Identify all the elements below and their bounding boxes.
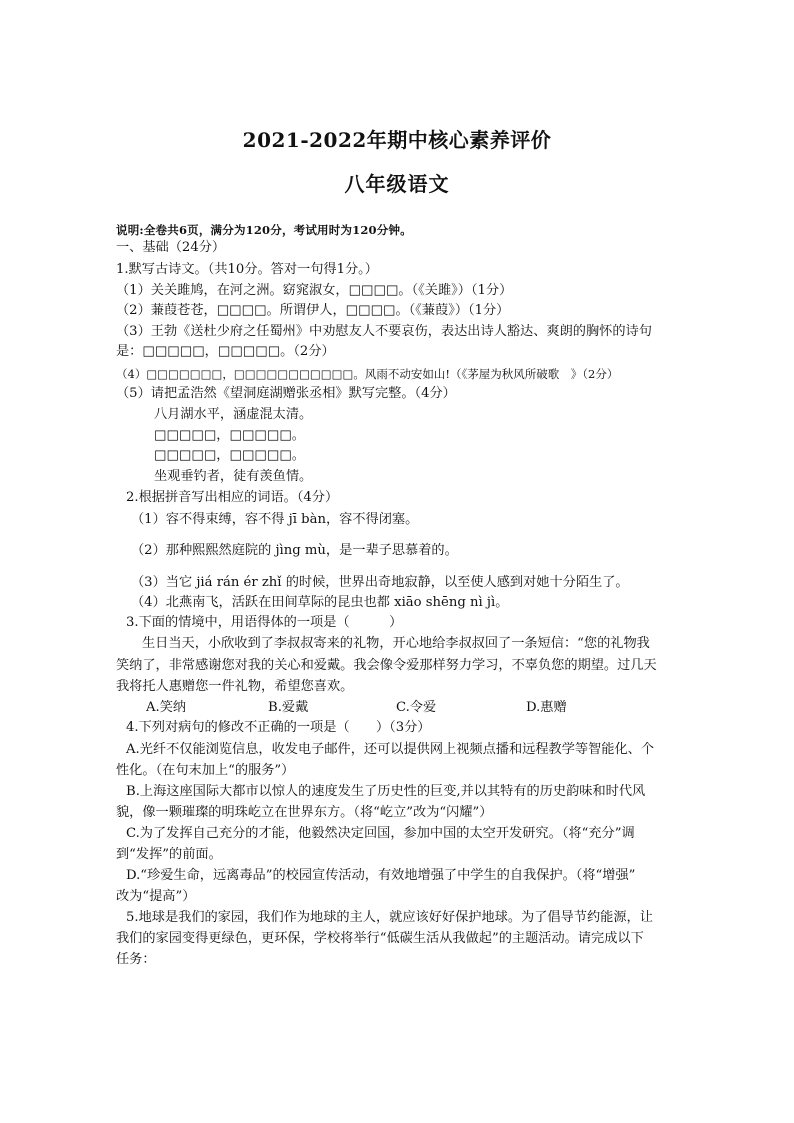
q1-item-5: （5）请把孟浩然《望洞庭湖赠张丞相》默写完整。（4分） bbox=[116, 386, 456, 401]
q3-passage-1: 生日当天，小欣收到了李叔叔寄来的礼物，开心地给李叔叔回了一条短信：“您的礼物我 bbox=[142, 636, 650, 651]
q1-item-3-cont: 是：□□□□□，□□□□□。（2分） bbox=[116, 344, 335, 359]
q4-option-a-cont: 性化。（在句末加上“的服务”） bbox=[116, 763, 295, 778]
q2-item-4: （4）北燕南飞，活跃在田间草际的昆虫也都 xiāo shēng nì jì。 bbox=[131, 595, 509, 610]
page-subtitle: 八年级语文 bbox=[344, 172, 450, 196]
q4-option-c-cont: 到“发挥”的前面。 bbox=[116, 847, 222, 862]
poem-line-3: □□□□□，□□□□□。 bbox=[154, 448, 305, 463]
q5-stem-cont-2: 任务： bbox=[116, 952, 156, 967]
poem-line-4: 坐观垂钓者，徒有羡鱼情。 bbox=[154, 469, 313, 484]
exam-note: 说明:全卷共6页，满分为120分，考试用时为120分钟。 bbox=[116, 223, 412, 237]
q3-option-c: C.令爱 bbox=[396, 700, 437, 715]
q4-option-a: A.光纤不仅能浏览信息，收发电子邮件，还可以提供网上视频点播和远程教学等智能化、个 bbox=[126, 742, 655, 757]
q5-stem: 5.地球是我们的家园，我们作为地球的主人，就应该好好保护地球。为了倡导节约能源，让 bbox=[126, 910, 653, 925]
q1-item-4: （4）□□□□□□□，□□□□□□□□□□□。风雨不动安如山!（《茅屋为秋风所破歌 》（2分） bbox=[116, 367, 619, 381]
q4-option-d: D.“珍爱生命，远离毒品”的校园宣传活动，有效地增强了中学生的自我保护。（将“增强” bbox=[126, 868, 636, 883]
q2-item-1: （1）容不得束缚，容不得 jī bàn，容不得闭塞。 bbox=[131, 512, 419, 527]
q4-stem: 4.下列对病句的修改不正确的一项是（ ）（3分） bbox=[126, 720, 431, 735]
q4-option-b: B.上海这座国际大都市以惊人的速度发生了历史性的巨变,并以其特有的历史韵味和时代风 bbox=[126, 784, 646, 799]
q3-stem: 3.下面的情境中，用语得体的一项是（ ） bbox=[126, 615, 403, 630]
q4-option-c: C.为了发挥自己充分的才能，他毅然决定回国，参加中国的太空开发研究。（将“充分”调 bbox=[126, 826, 635, 841]
q2-item-2: （2）那种熙熙然庭院的 jìng mù，是一辈子思慕着的。 bbox=[131, 543, 458, 558]
poem-line-1: 八月湖水平，涵虚混太清。 bbox=[154, 407, 313, 422]
q5-stem-cont-1: 我们的家园变得更绿色，更环保，学校将举行“低碳生活从我做起”的主题活动。请完成以下 bbox=[116, 931, 644, 946]
q1-item-2: （2）蒹葭苍苍，□□□□。所谓伊人，□□□□。（《蒹葭》）（1分） bbox=[116, 303, 510, 318]
q2-item-3: （3）当它 jiá rán ér zhǐ 的时候，世界出奇地寂静，以至使人感到对她十分陌生了。 bbox=[131, 575, 629, 590]
q1-stem: 1.默写古诗文。（共10分。答对一句得1分。） bbox=[116, 262, 378, 277]
q3-passage-2: 笑纳了，非常感谢您对我的关心和爱戴。我会像令爱那样努力学习，不辜负您的期望。过几天 bbox=[116, 658, 657, 673]
q1-item-1: （1）关关雎鸠，在河之洲。窈窕淑女，□□□□。（《关雎》）（1分） bbox=[116, 283, 513, 298]
q4-option-b-cont: 貌，像一颗璀璨的明珠屹立在世界东方。（将“屹立”改为“闪耀”） bbox=[116, 805, 493, 820]
q1-item-3: （3）王勃《送杜少府之任蜀州》中劝慰友人不要哀伤，表达出诗人豁达、爽朗的胸怀的诗句 bbox=[116, 324, 652, 339]
q2-stem: 2.根据拼音写出相应的词语。（4分） bbox=[126, 490, 339, 505]
q3-passage-3: 我将托人惠赠您一件礼物，希望您喜欢。 bbox=[116, 679, 354, 694]
page-title: 2021-2022年期中核心素养评价 bbox=[242, 128, 552, 152]
q4-option-d-cont: 改为“提高”） bbox=[116, 889, 196, 904]
q3-option-a: A.笑纳 bbox=[146, 700, 187, 715]
poem-line-2: □□□□□，□□□□□。 bbox=[154, 428, 305, 443]
q3-option-d: D.惠赠 bbox=[526, 700, 567, 715]
section-heading: 一、基础（24分） bbox=[116, 240, 226, 255]
q3-option-b: B.爱戴 bbox=[268, 700, 309, 715]
